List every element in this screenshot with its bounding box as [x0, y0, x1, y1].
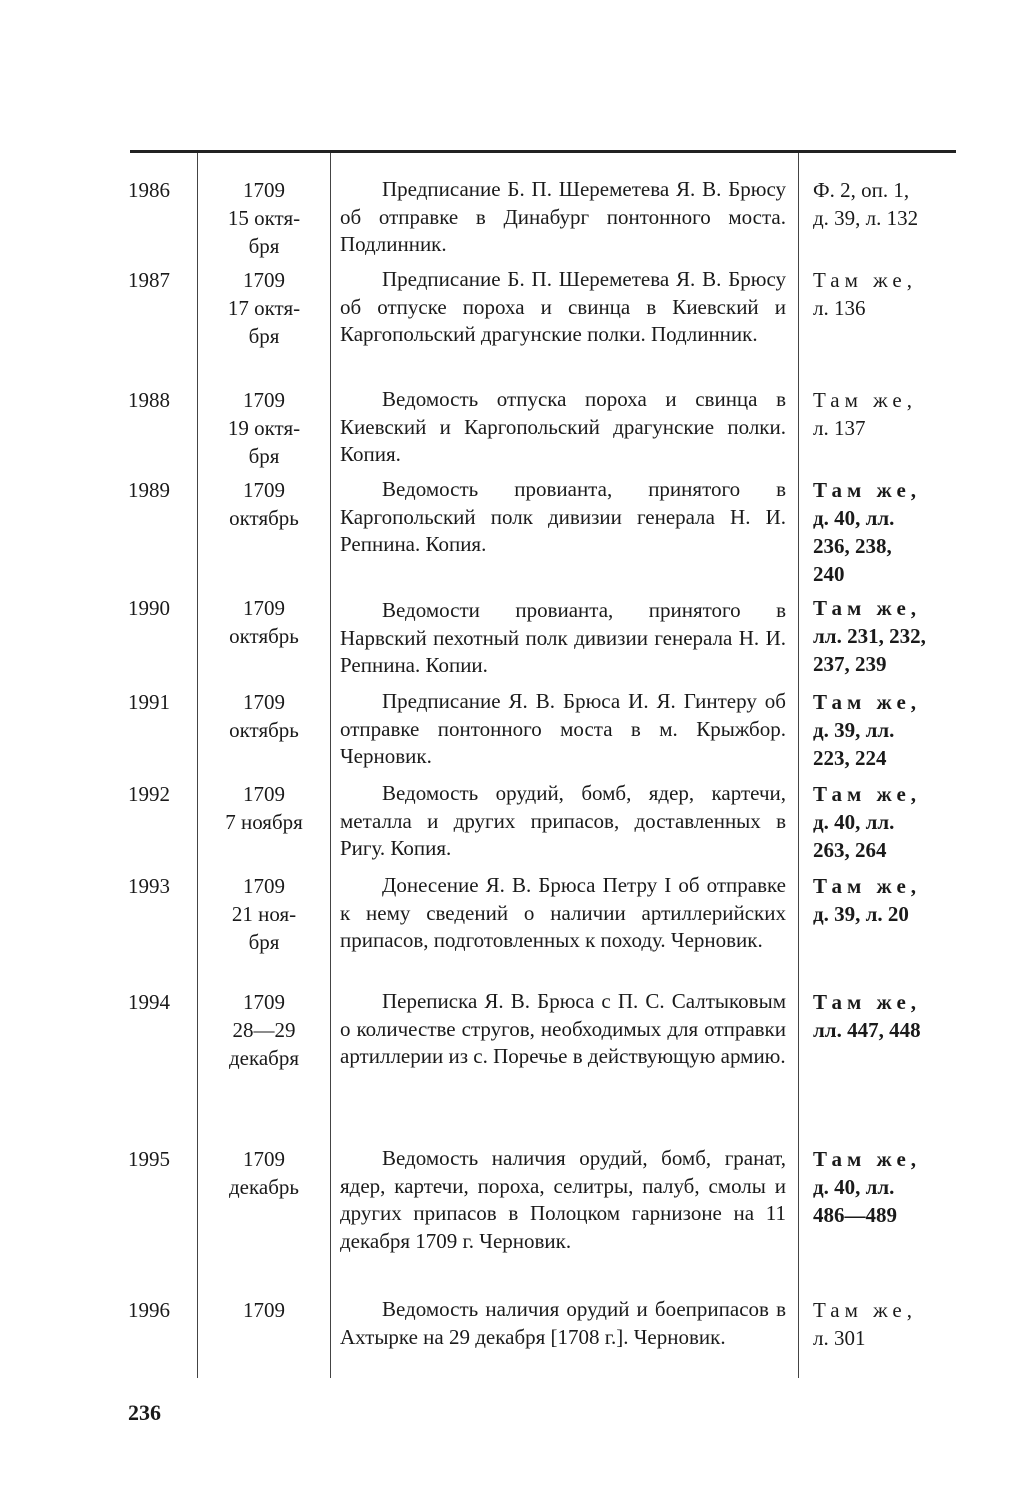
entry-number: 1990 — [128, 596, 170, 620]
entry-reference: Там же, л. 136 — [813, 268, 917, 320]
top-rule — [130, 150, 956, 153]
entry-number: 1987 — [128, 268, 170, 292]
entry-reference: Там же, д. 39, л. 20 — [813, 874, 922, 926]
entry-date: 1709 октябрь — [229, 478, 299, 530]
entry-number: 1991 — [128, 690, 170, 714]
entry-date: 1709 15 октя- бря — [227, 178, 301, 258]
entry-description: Ведомость орудий, бомб, ядер, картечи, металла и других припасов, доставленных в Ригу. Копия. — [340, 781, 786, 860]
entry-description: Переписка Я. В. Брюса с П. С. Салтыковым о количестве стругов, необходимых для отправки артиллерии из с. Поречье в действующую армию. — [340, 989, 786, 1068]
entry-reference: Там же, д. 40, лл. 486—489 — [813, 1147, 922, 1227]
column-divider-description — [798, 153, 799, 1378]
entry-description: Ведомость наличия орудий и боеприпасов в Ахтырке на 29 декабря [1708 г.]. Черновик. — [340, 1297, 786, 1349]
entry-reference: Там же, д. 40, лл. 236, 238, 240 — [813, 478, 922, 586]
entry-reference: Ф. 2, оп. 1, д. 39, л. 132 — [813, 178, 919, 230]
entry-date: 1709 — [243, 1298, 285, 1322]
entry-reference: Там же, л. 137 — [813, 388, 917, 440]
column-divider-date — [330, 153, 331, 1378]
entry-description: Предписание Б. П. Шереметева Я. В. Брюсу об отправке в Динабург понтонного моста. Подлинник. — [340, 177, 786, 256]
entry-number: 1994 — [128, 990, 170, 1014]
entry-description: Ведомости провианта, принятого в Нарвский пехотный полк дивизии генерала Н. И. Репнина. Копии. — [340, 598, 786, 677]
page-number: 236 — [128, 1400, 161, 1425]
entry-description: Предписание Я. В. Брюса И. Я. Гинтеру об отправке понтонного моста в м. Крыжбор. Черновик. — [340, 689, 786, 768]
entry-number: 1986 — [128, 178, 170, 202]
entry-number: 1992 — [128, 782, 170, 806]
column-divider-number — [197, 153, 198, 1378]
entry-number: 1995 — [128, 1147, 170, 1171]
entry-date: 1709 21 ноя- бря — [231, 874, 297, 954]
entry-date: 1709 17 октя- бря — [227, 268, 301, 348]
entry-description: Предписание Б. П. Шереметева Я. В. Брюсу об отпуске пороха и свинца в Киевский и Каргопольский драгунские полки. Подлинник. — [340, 267, 786, 346]
entry-description: Донесение Я. В. Брюса Петру I об отправке к нему сведений о наличии артиллерийских припасов, подготовленных к походу. Черновик. — [340, 873, 786, 952]
entry-date: 1709 декабрь — [229, 1147, 299, 1199]
entry-date: 1709 28—29 декабря — [228, 990, 300, 1070]
entry-number: 1996 — [128, 1298, 170, 1322]
entry-description: Ведомость отпуска пороха и свинца в Киевский и Каргопольский драгунские полки. Копия. — [340, 387, 786, 466]
entry-number: 1988 — [128, 388, 170, 412]
entry-reference: Там же, лл. 231, 232, 237, 239 — [813, 596, 926, 676]
entry-reference: Там же, д. 39, лл. 223, 224 — [813, 690, 922, 770]
entry-date: 1709 октябрь — [229, 596, 299, 648]
entry-date: 1709 октябрь — [229, 690, 299, 742]
entry-date: 1709 7 ноября — [225, 782, 303, 834]
entry-reference: Там же, л. 301 — [813, 1298, 917, 1350]
entry-reference: Там же, лл. 447, 448 — [813, 990, 922, 1042]
entry-number: 1993 — [128, 874, 170, 898]
entry-description: Ведомость провианта, принятого в Каргопольский полк дивизии генерала Н. И. Репнина. Копия. — [340, 477, 786, 556]
entry-description: Ведомость наличия орудий, бомб, гранат, ядер, картечи, пороха, селитры, палуб, смолы и других припасов в Полоцком гарнизоне на 11 декабря 1709 г. Черновик. — [340, 1146, 786, 1253]
entry-date: 1709 19 октя- бря — [227, 388, 301, 468]
entry-reference: Там же, д. 40, лл. 263, 264 — [813, 782, 922, 862]
entry-number: 1989 — [128, 478, 170, 502]
